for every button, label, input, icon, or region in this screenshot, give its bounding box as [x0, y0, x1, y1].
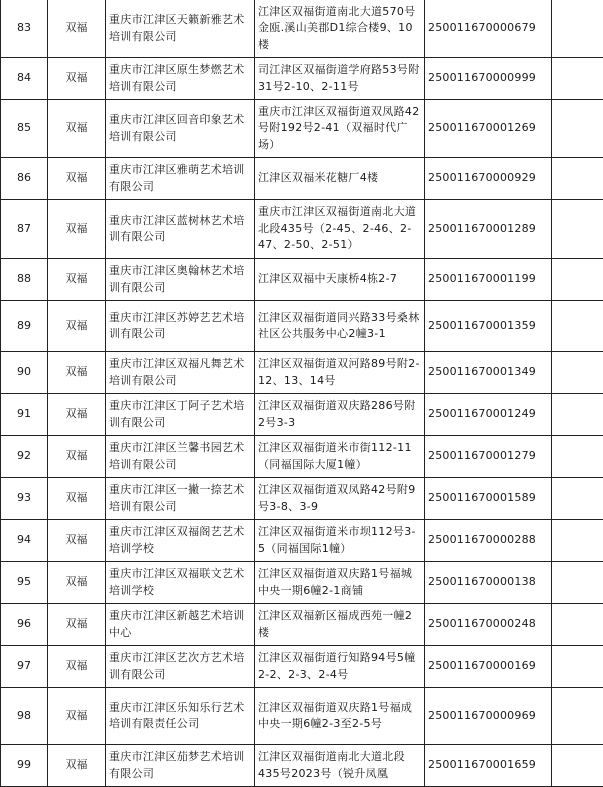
- area-cell: 双福: [48, 0, 106, 58]
- table-row: [1, 58, 603, 100]
- table-row: [1, 436, 603, 478]
- institution-name-cell: 重庆市江津区双福阁艺艺术培训学校: [106, 520, 255, 562]
- institution-name-cell: 重庆市江津区兰馨书园艺术培训有限公司: [106, 436, 255, 478]
- empty-cell: [552, 520, 603, 562]
- institution-name-cell: 重庆市江津区丁阿子艺术培训有限公司: [106, 394, 255, 436]
- table-row: [1, 604, 603, 646]
- table-row: [1, 352, 603, 394]
- table-row: [1, 301, 603, 352]
- empty-cell: [552, 100, 603, 158]
- area-cell: 双福: [48, 100, 106, 158]
- institution-name-cell: 重庆市江津区原生梦燃艺术培训有限公司: [106, 58, 255, 100]
- institution-name-cell: 重庆市江津区艺次方艺术培训有限公司: [106, 646, 255, 688]
- empty-cell: [552, 604, 603, 646]
- license-number-cell: 250011670001589: [425, 478, 552, 520]
- empty-cell: [552, 436, 603, 478]
- address-cell: 江津区双福街道米市街112-11（同福国际大厦1幢）: [255, 436, 425, 478]
- address-cell: 江津区双福街道南北大道北段435号2023号（锐升凤凰: [255, 745, 425, 787]
- institution-name-cell: 重庆市江津区双福联文艺术培训学校: [106, 562, 255, 604]
- license-number-cell: 250011670001269: [425, 100, 552, 158]
- area-cell: 双福: [48, 200, 106, 259]
- empty-cell: [552, 0, 603, 58]
- address-cell: 江津区双福中天康桥4栋2-7: [255, 259, 425, 301]
- empty-cell: [552, 58, 603, 100]
- table-row: [1, 259, 603, 301]
- institution-name-cell: 重庆市江津区双福凡舞艺术培训有限公司: [106, 352, 255, 394]
- table-row: [1, 394, 603, 436]
- row-number-cell: 98: [1, 688, 48, 745]
- institution-name-cell: 重庆市江津区新越艺术培训中心: [106, 604, 255, 646]
- area-cell: 双福: [48, 352, 106, 394]
- institution-name-cell: 重庆市江津区茄梦艺术培训有限公司: [106, 745, 255, 787]
- area-cell: 双福: [48, 58, 106, 100]
- area-cell: 双福: [48, 646, 106, 688]
- empty-cell: [552, 394, 603, 436]
- row-number-cell: 91: [1, 394, 48, 436]
- license-number-cell: 250011670000169: [425, 646, 552, 688]
- table-body: [1, 0, 603, 787]
- license-number-cell: 250011670000679: [425, 0, 552, 58]
- license-number-cell: 250011670000138: [425, 562, 552, 604]
- institution-name-cell: 重庆市江津区奥翰林艺术培训有限公司: [106, 259, 255, 301]
- license-number-cell: 250011670001349: [425, 352, 552, 394]
- address-cell: 司江津区双福街道学府路53号附31号2-10、2-11号: [255, 58, 425, 100]
- table-row: [1, 478, 603, 520]
- row-number-cell: 97: [1, 646, 48, 688]
- row-number-cell: 85: [1, 100, 48, 158]
- row-number-cell: 96: [1, 604, 48, 646]
- address-cell: 江津区双福街道米市坝112号3-5（同福国际1幢）: [255, 520, 425, 562]
- address-cell: 江津区双福街道双庆路1号福成中央一期6幢2-3至2-5号: [255, 688, 425, 745]
- license-number-cell: 250011670001199: [425, 259, 552, 301]
- area-cell: 双福: [48, 520, 106, 562]
- empty-cell: [552, 478, 603, 520]
- row-number-cell: 88: [1, 259, 48, 301]
- area-cell: 双福: [48, 158, 106, 200]
- row-number-cell: 94: [1, 520, 48, 562]
- row-number-cell: 93: [1, 478, 48, 520]
- institution-name-cell: 重庆市江津区乐知乐行艺术培训有限责任公司: [106, 688, 255, 745]
- license-number-cell: 250011670001659: [425, 745, 552, 787]
- row-number-cell: 99: [1, 745, 48, 787]
- institution-name-cell: 重庆市江津区苏婷艺艺术培训有限公司: [106, 301, 255, 352]
- area-cell: 双福: [48, 478, 106, 520]
- address-cell: 江津区双福街道同兴路33号桑林社区公共服务中心2幢3-1: [255, 301, 425, 352]
- license-number-cell: 250011670001289: [425, 200, 552, 259]
- row-number-cell: 90: [1, 352, 48, 394]
- area-cell: 双福: [48, 688, 106, 745]
- institution-name-cell: 重庆市江津区回音印象艺术培训有限公司: [106, 100, 255, 158]
- table-row: [1, 158, 603, 200]
- empty-cell: [552, 200, 603, 259]
- institution-name-cell: 重庆市江津区一撇一捺艺术培训有限公司: [106, 478, 255, 520]
- table-row: [1, 0, 603, 58]
- address-cell: 江津区双福街道双庆路1号福城中央一期6幢2-1商铺: [255, 562, 425, 604]
- area-cell: 双福: [48, 394, 106, 436]
- empty-cell: [552, 646, 603, 688]
- address-cell: 重庆市江津区双福街道双凤路42号附192号2-41（双福时代广场）: [255, 100, 425, 158]
- license-number-cell: 250011670001359: [425, 301, 552, 352]
- row-number-cell: 89: [1, 301, 48, 352]
- institution-name-cell: 重庆市江津区蓝树林艺术培训有限公司: [106, 200, 255, 259]
- empty-cell: [552, 158, 603, 200]
- empty-cell: [552, 562, 603, 604]
- license-number-cell: 250011670000248: [425, 604, 552, 646]
- area-cell: 双福: [48, 436, 106, 478]
- area-cell: 双福: [48, 745, 106, 787]
- row-number-cell: 92: [1, 436, 48, 478]
- empty-cell: [552, 352, 603, 394]
- area-cell: 双福: [48, 301, 106, 352]
- institution-name-cell: 重庆市江津区天籁新雅艺术培训有限公司: [106, 0, 255, 58]
- row-number-cell: 84: [1, 58, 48, 100]
- license-number-cell: 250011670000999: [425, 58, 552, 100]
- license-number-cell: 250011670001279: [425, 436, 552, 478]
- empty-cell: [552, 688, 603, 745]
- address-cell: 江津区双福新区福成西苑一幢2楼: [255, 604, 425, 646]
- address-cell: 江津区双福街道双河路89号附2-12、13、14号: [255, 352, 425, 394]
- license-number-cell: 250011670001249: [425, 394, 552, 436]
- license-number-cell: 250011670000288: [425, 520, 552, 562]
- address-cell: 江津区双福街道双庆路286号附2号3-3: [255, 394, 425, 436]
- address-cell: 江津区双福街道南北大道570号金瓯.溪山美郡D1综合楼9、10楼: [255, 0, 425, 58]
- address-cell: 江津区双福街道行知路94号5幢2-2、2-3、2-4号: [255, 646, 425, 688]
- institution-name-cell: 重庆市江津区雅萌艺术培训有限公司: [106, 158, 255, 200]
- area-cell: 双福: [48, 604, 106, 646]
- table-row: [1, 688, 603, 745]
- table-row: [1, 520, 603, 562]
- table-row: [1, 100, 603, 158]
- row-number-cell: 86: [1, 158, 48, 200]
- row-number-cell: 87: [1, 200, 48, 259]
- empty-cell: [552, 745, 603, 787]
- table-row: [1, 562, 603, 604]
- table-row: [1, 646, 603, 688]
- row-number-cell: 83: [1, 0, 48, 58]
- license-number-cell: 250011670000969: [425, 688, 552, 745]
- address-cell: 江津区双福街道双凤路42号附9号3-8、3-9: [255, 478, 425, 520]
- empty-cell: [552, 301, 603, 352]
- license-number-cell: 250011670000929: [425, 158, 552, 200]
- address-cell: 重庆市江津区双福街道南北大道北段435号（2-45、2-46、2-47、2-50、2-51）: [255, 200, 425, 259]
- area-cell: 双福: [48, 562, 106, 604]
- row-number-cell: 95: [1, 562, 48, 604]
- empty-cell: [552, 259, 603, 301]
- area-cell: 双福: [48, 259, 106, 301]
- address-cell: 江津区双福米花糖厂4楼: [255, 158, 425, 200]
- table-row: [1, 745, 603, 787]
- table-row: [1, 200, 603, 259]
